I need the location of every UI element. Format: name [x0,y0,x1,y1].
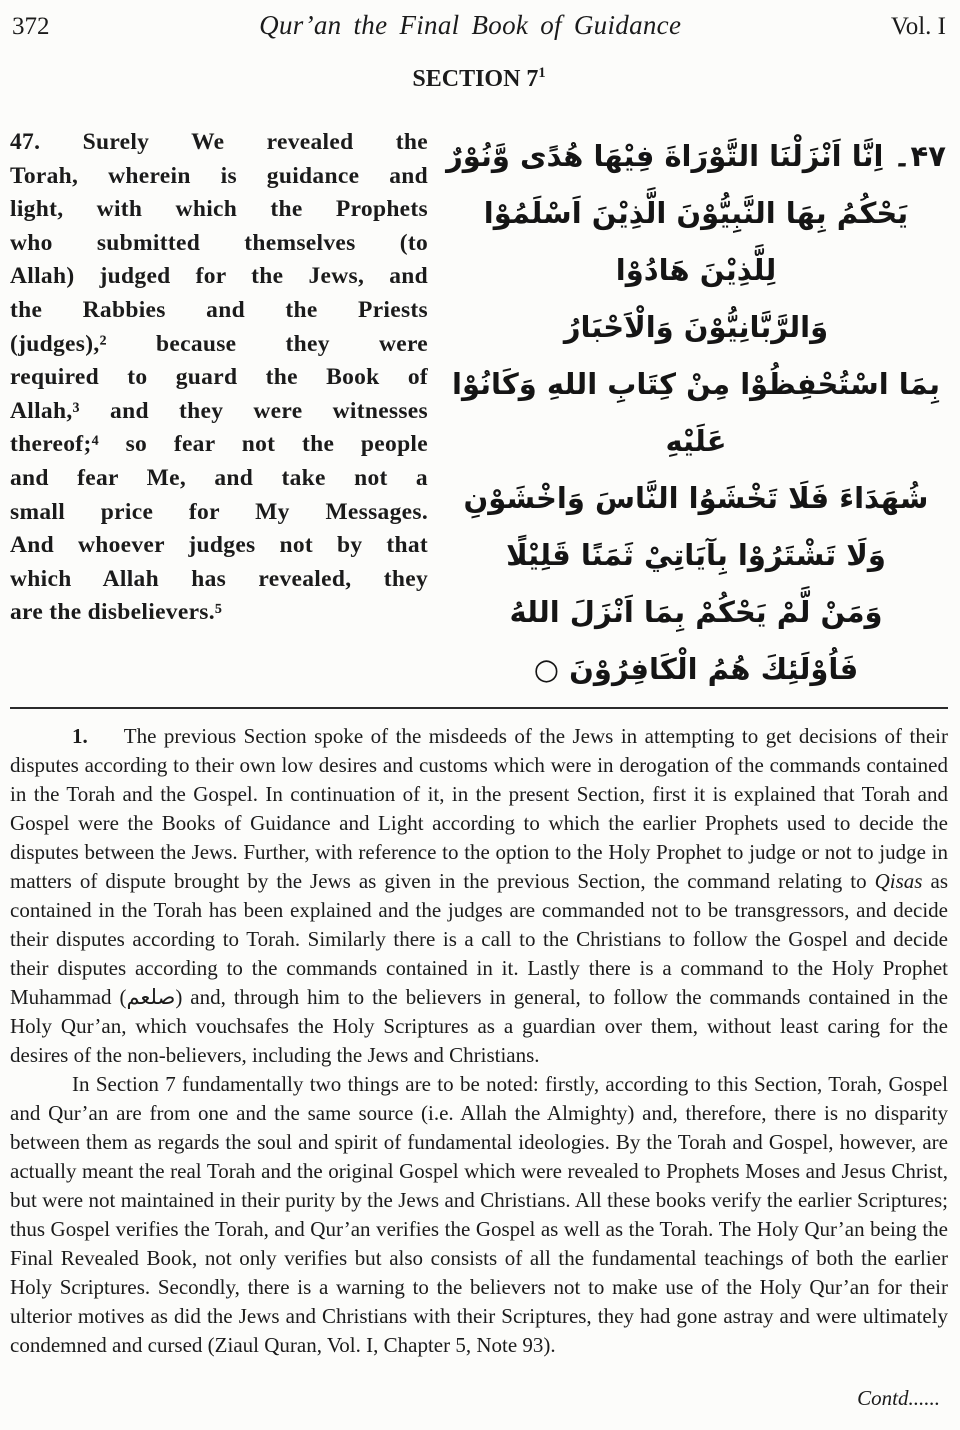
arabic-line: وَلَا تَشْتَرُوْا بِآيَاتِيْ ثَمَنًا قَلِيْلًا [506,538,886,572]
section-footnote-ref: 1 [538,65,546,81]
volume-label: Vol. I [890,13,946,40]
footnote-paragraph [10,722,948,1070]
footnotes-section [10,722,948,1360]
verse-line: And whoever judges not by that [10,532,428,559]
arabic-line: ۴۷۔ اِنَّا اَنْزَلْنَا التَّوْرَاةَ فِيْهَا هُدًى وَّنُوْرٌ [446,139,946,173]
verse-line: thereof;⁴ so fear not the people [10,431,428,458]
section-heading [10,66,948,93]
footnote-text: The previous Section spoke of the misdeeds of the Jews in attempting to get decisions of their disputes according to their own low desires and customs which were in derogation of the commands contained in the Torah and the Gospel. In continuation of it, in the present Section, first it is explained that Torah and Gospel were the Books of Guidance and Light according to which the earlier Prophets used to decide the disputes between the Jews. Further, with reference to the option to the Holy Prophet to judge or not to judge in matters of dispute brought by the Jews as given in the previous Section, the command relating to Qisas as contained in the Torah has been explained and the judges are commanded not to be transgressors, and decide their disputes according to Torah. Similarly there is a call to the Christians to follow the Gospel and decide their disputes according to the commands contained in it. Lastly there is a command to the Holy Prophet Muhammad (صلعم) and, through him to the believers in general, to follow the commands contained in the Holy Qur’an, which vouchsafes the Holy Scriptures as a guardian over them, without least caring for the desires of the non-believers, including the Jews and Christians. [10,724,948,1067]
arabic-line: فَاُوْلَئِكَ هُمُ الْكَافِرُوْنَ ○ [533,652,859,686]
verse-arabic [428,126,948,698]
verse-line: and fear Me, and take not a [10,464,428,491]
verse-line: light, with which the Prophets [10,196,428,223]
arabic-line: وَالرَّبَّانِيُّوْنَ وَالْاَحْبَارُ [563,310,829,344]
verse-line: small price for My Messages. [10,498,428,525]
arabic-line: بِمَا اسْتُحْفِظُوْا مِنْ كِتَابِ اللهِ وَكَانُوْا عَلَيْهِ [452,367,940,458]
verse-line: Allah) judged for the Jews, and [10,263,428,290]
continued-marker: Contd...... [857,1386,940,1410]
verse-line: required to guard the Book of [10,364,428,391]
verse-line: are the disbelievers.⁵ [10,599,223,626]
arabic-line: وَمَنْ لَّمْ يَحْكُمْ بِمَا اَنْزَلَ اللهُ [509,595,883,629]
arabic-line: يَحْكُمُ بِهَا النَّبِيُّوْنَ الَّذِيْنَ اَسْلَمُوْا [483,196,909,230]
verse-line: which Allah has revealed, they [10,565,428,592]
verse-line: Torah, wherein is guidance and [10,162,428,189]
verse-area [10,126,948,698]
arabic-line: لِلَّذِيْنَ هَادُوْا [615,253,777,287]
page-number: 372 [12,13,50,40]
verse-line: who submitted themselves (to [10,229,428,256]
footnote-divider [10,707,948,709]
arabic-line: شُهَدَاءَ فَلَا تَخْشَوُا النَّاسَ وَاخْشَوْنِ [463,481,929,515]
verse-line: Allah,³ and they were witnesses [10,397,428,424]
verse-line: (judges),² because they were [10,330,428,357]
page-header [10,10,948,41]
book-title: Qur’an the Final Book of Guidance [259,10,682,40]
verse-line: the Rabbies and the Priests [10,296,428,323]
footnote-number: 1. [72,724,88,748]
verse-line: 47. Surely We revealed the [10,129,428,155]
footnote-paragraph: In Section 7 fundamentally two things are to be noted: firstly, according to this Section, Torah, Gospel and Qur’an are from one and the same source (i.e. Allah the Almighty) and, therefore, there is no disparity between them as regards the soul and spirit of fundamental ideologies. By the Torah and Gospel, however, are actually meant the real Torah and the original Gospel which were revealed to Prophets Moses and Jesus Christ, but were not maintained in their purity by the Jews and Christians. All these books verify the earlier Scriptures; thus Gospel verifies the Torah, and Qur’an verifies the Gospel as well as the Torah. The Holy Qur’an being the Final Revealed Book, not only verifies but also consists of all the fundamental teachings of both the earlier Holy Scriptures. Secondly, there is a warning to the believers not to make use of the Holy Qur’an for their ulterior motives as did the Jews and Christians with their Scriptures, they had gone astray and were ultimately condemned and cursed (Ziaul Quran, Vol. I, Chapter 5, Note 93). [10,1072,948,1357]
verse-translation [10,126,428,630]
section-label: SECTION 7 [412,66,539,92]
